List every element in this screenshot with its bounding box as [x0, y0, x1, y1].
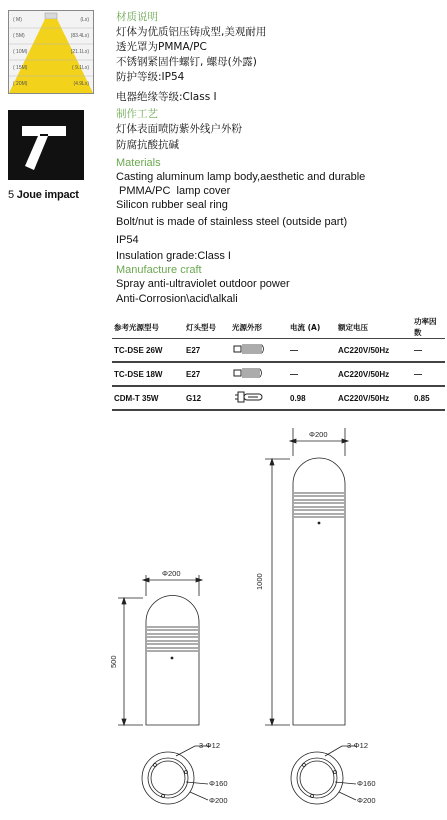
text-line: 不锈钢紧固件螺钉, 螺母(外露) — [116, 56, 257, 68]
table-row — [112, 386, 445, 410]
short-width-label: Φ200 — [162, 569, 181, 578]
text-line: 防腐抗酸抗碱 — [116, 139, 179, 151]
tall-width-label: Φ200 — [309, 430, 328, 439]
cell-shape — [230, 362, 288, 386]
heading-materials-cn: 材质说明 — [116, 11, 158, 23]
technical-drawings — [0, 420, 447, 820]
impact-text: Joue impact — [16, 189, 79, 201]
distance-row: ( 10M) (21.1Lx) — [13, 49, 89, 55]
column-header: 功率因数 — [412, 316, 445, 339]
column-header: 电流 (A) — [288, 316, 336, 339]
distance-row: ( 15M) ( 9.1Lx) — [13, 65, 89, 71]
cell-base: E27 — [184, 362, 230, 386]
cell-pf: — — [412, 362, 445, 386]
metal-halide-lamp-icon — [232, 391, 266, 403]
impact-icon-box — [8, 110, 84, 180]
text-line: Spray anti-ultraviolet outdoor power — [116, 278, 290, 290]
text-line: Anti-Corrosion\acid\alkali — [116, 293, 238, 305]
cell-voltage: AC220V/50Hz — [336, 339, 412, 363]
text-line: Insulation grade:Class I — [116, 250, 231, 262]
spiral-lamp-icon — [232, 367, 266, 379]
outer-diameter-label-right: Φ200 — [357, 796, 376, 805]
cell-shape — [230, 386, 288, 410]
text-line: 灯体为优质铝压铸成型,美观耐用 — [116, 26, 267, 38]
cell-current: 0.98 — [288, 386, 336, 410]
cell-voltage: AC220V/50Hz — [336, 362, 412, 386]
text-line: Silicon rubber seal ring — [116, 199, 228, 211]
cell-model: TC-DSE 26W — [112, 339, 184, 363]
text-line: 透光罩为PMMA/PC — [116, 41, 207, 53]
column-header: 参考光源型号 — [112, 316, 184, 339]
heading-craft-en: Manufacture craft — [116, 264, 202, 276]
column-header: 光源外形 — [230, 316, 288, 339]
table-row — [112, 362, 445, 386]
column-header: 灯头型号 — [184, 316, 230, 339]
cell-shape — [230, 339, 288, 363]
cell-model: CDM-T 35W — [112, 386, 184, 410]
inner-diameter-label-right: Φ160 — [357, 779, 376, 788]
text-line: IP54 — [116, 234, 139, 246]
column-header: 额定电压 — [336, 316, 412, 339]
cell-current: — — [288, 362, 336, 386]
plan-view-right — [291, 746, 356, 804]
outer-diameter-label-left: Φ200 — [209, 796, 228, 805]
spiral-lamp-icon — [232, 343, 266, 355]
short-bollard-drawing — [118, 420, 202, 725]
cell-pf: 0.85 — [412, 386, 445, 410]
holes-label-left: 3-Φ12 — [199, 741, 220, 750]
holes-label-right: 3-Φ12 — [347, 741, 368, 750]
cell-base: G12 — [184, 386, 230, 410]
text-line: 防护等级:IP54 — [116, 71, 185, 83]
heading-materials-en: Materials — [116, 157, 161, 169]
cell-voltage: AC220V/50Hz — [336, 386, 412, 410]
tall-height-label: 1000 — [255, 573, 264, 590]
plan-view-left — [142, 746, 210, 804]
impact-rating-label — [8, 189, 79, 201]
light-distribution-panel — [8, 10, 94, 94]
distance-row: ( 5M) (83.4Lx) — [13, 33, 89, 39]
text-line: 电器绝缘等级:Class I — [116, 91, 217, 103]
hammer-icon — [8, 110, 84, 180]
cell-pf: — — [412, 339, 445, 363]
short-height-label: 500 — [109, 655, 118, 668]
text-line: 灯体表面喷防紫外线户外粉 — [116, 123, 242, 135]
cell-base: E27 — [184, 339, 230, 363]
distance-row: ( M) (Lx) — [13, 17, 89, 23]
heading-craft-cn: 制作工艺 — [116, 108, 158, 120]
table-header-row — [112, 316, 445, 339]
impact-number: 5 — [8, 189, 14, 201]
text-line: Casting aluminum lamp body,aesthetic and durable — [116, 171, 366, 183]
tall-bollard-drawing — [265, 428, 348, 725]
text-line: PMMA/PC lamp cover — [116, 185, 231, 197]
table-row — [112, 339, 445, 363]
distance-row: ( 20M) (4.9Lx) — [13, 81, 89, 87]
spec-table — [112, 316, 445, 411]
inner-diameter-label-left: Φ160 — [209, 779, 228, 788]
text-line: Bolt/nut is made of stainless steel (outside part) — [116, 216, 348, 228]
cell-current: — — [288, 339, 336, 363]
cell-model: TC-DSE 18W — [112, 362, 184, 386]
